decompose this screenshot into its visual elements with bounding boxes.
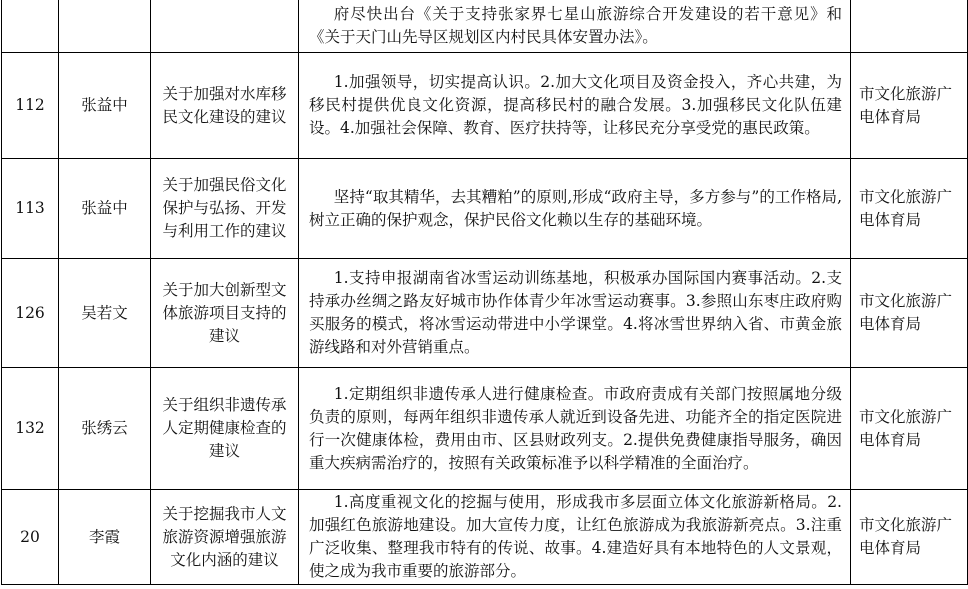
proposal-content: 1.加强领导，切实提高认识。2.加大文化项目及资金投入，齐心共建，为移民村提供优良文化资源，提高移民村的融合发展。3.加强移民文化队伍建设。4.加强社会保障、教育、医疗扶持等，让移民充分享受党的惠民政策。 — [299, 53, 851, 159]
handling-department: 市文化旅游广电体育局 — [851, 490, 968, 585]
handling-department: 市文化旅游广电体育局 — [851, 368, 968, 490]
proposer-name: 吴若文 — [59, 259, 151, 368]
handling-department: 市文化旅游广电体育局 — [851, 159, 968, 259]
table-row — [2, 259, 968, 368]
proposer-name: 张绣云 — [59, 368, 151, 490]
proposer-name: 张益中 — [59, 53, 151, 159]
table-row — [2, 490, 968, 585]
handling-department: 市文化旅游广电体育局 — [851, 53, 968, 159]
proposal-title: 关于加强对水库移民文化建设的建议 — [151, 53, 299, 159]
proposer-name: 张益中 — [59, 159, 151, 259]
row-number: 132 — [2, 368, 59, 490]
proposal-title: 关于加大创新型文体旅游项目支持的建议 — [151, 259, 299, 368]
proposal-title: 关于挖掘我市人文旅游资源增强旅游文化内涵的建议 — [151, 490, 299, 585]
proposal-title — [151, 0, 299, 53]
proposal-title: 关于加强民俗文化保护与弘扬、开发与利用工作的建议 — [151, 159, 299, 259]
proposals-table — [1, 0, 968, 585]
row-number — [2, 0, 59, 53]
proposer-name: 李霞 — [59, 490, 151, 585]
proposal-content: 1.支持申报湖南省冰雪运动训练基地，积极承办国际国内赛事活动。2.支持承办丝绸之路友好城市协作体青少年冰雪运动赛事。3.参照山东枣庄政府购买服务的模式，将冰雪运动带进中小学课堂。4.将冰雪世界纳入省、市黄金旅游线路和对外营销重点。 — [299, 259, 851, 368]
proposal-content: 1.高度重视文化的挖掘与使用，形成我市多层面立体文化旅游新格局。2.加强红色旅游地建设。加大宣传力度，让红色旅游成为我旅游新亮点。3.注重广泛收集、整理我市特有的传说、故事。4.建造好具有本地特色的人文景观，使之成为我市重要的旅游部分。 — [299, 490, 851, 585]
handling-department — [851, 0, 968, 53]
handling-department: 市文化旅游广电体育局 — [851, 259, 968, 368]
row-number: 113 — [2, 159, 59, 259]
row-number: 20 — [2, 490, 59, 585]
row-number: 126 — [2, 259, 59, 368]
table-row — [2, 53, 968, 159]
row-number: 112 — [2, 53, 59, 159]
proposal-content: 1.定期组织非遗传承人进行健康检查。市政府责成有关部门按照属地分级负责的原则，每两年组织非遗传承人就近到设备先进、功能齐全的指定医院进行一次健康体检，费用由市、区县财政列支。2.提供免费健康指导服务，确因重大疾病需治疗的，按照有关政策标准予以科学精准的全面治疗。 — [299, 368, 851, 490]
table-row — [2, 368, 968, 490]
proposer-name — [59, 0, 151, 53]
proposal-content: 府尽快出台《关于支持张家界七星山旅游综合开发建设的若干意见》和《关于天门山先导区规划区内村民具体安置办法》。 — [299, 0, 851, 53]
table-row — [2, 159, 968, 259]
table-row — [2, 0, 968, 53]
proposal-content: 坚持“取其精华，去其糟粕”的原则,形成“政府主导，多方参与”的工作格局,树立正确的保护观念，保护民俗文化赖以生存的基础环境。 — [299, 159, 851, 259]
proposal-title: 关于组织非遗传承人定期健康检查的建议 — [151, 368, 299, 490]
